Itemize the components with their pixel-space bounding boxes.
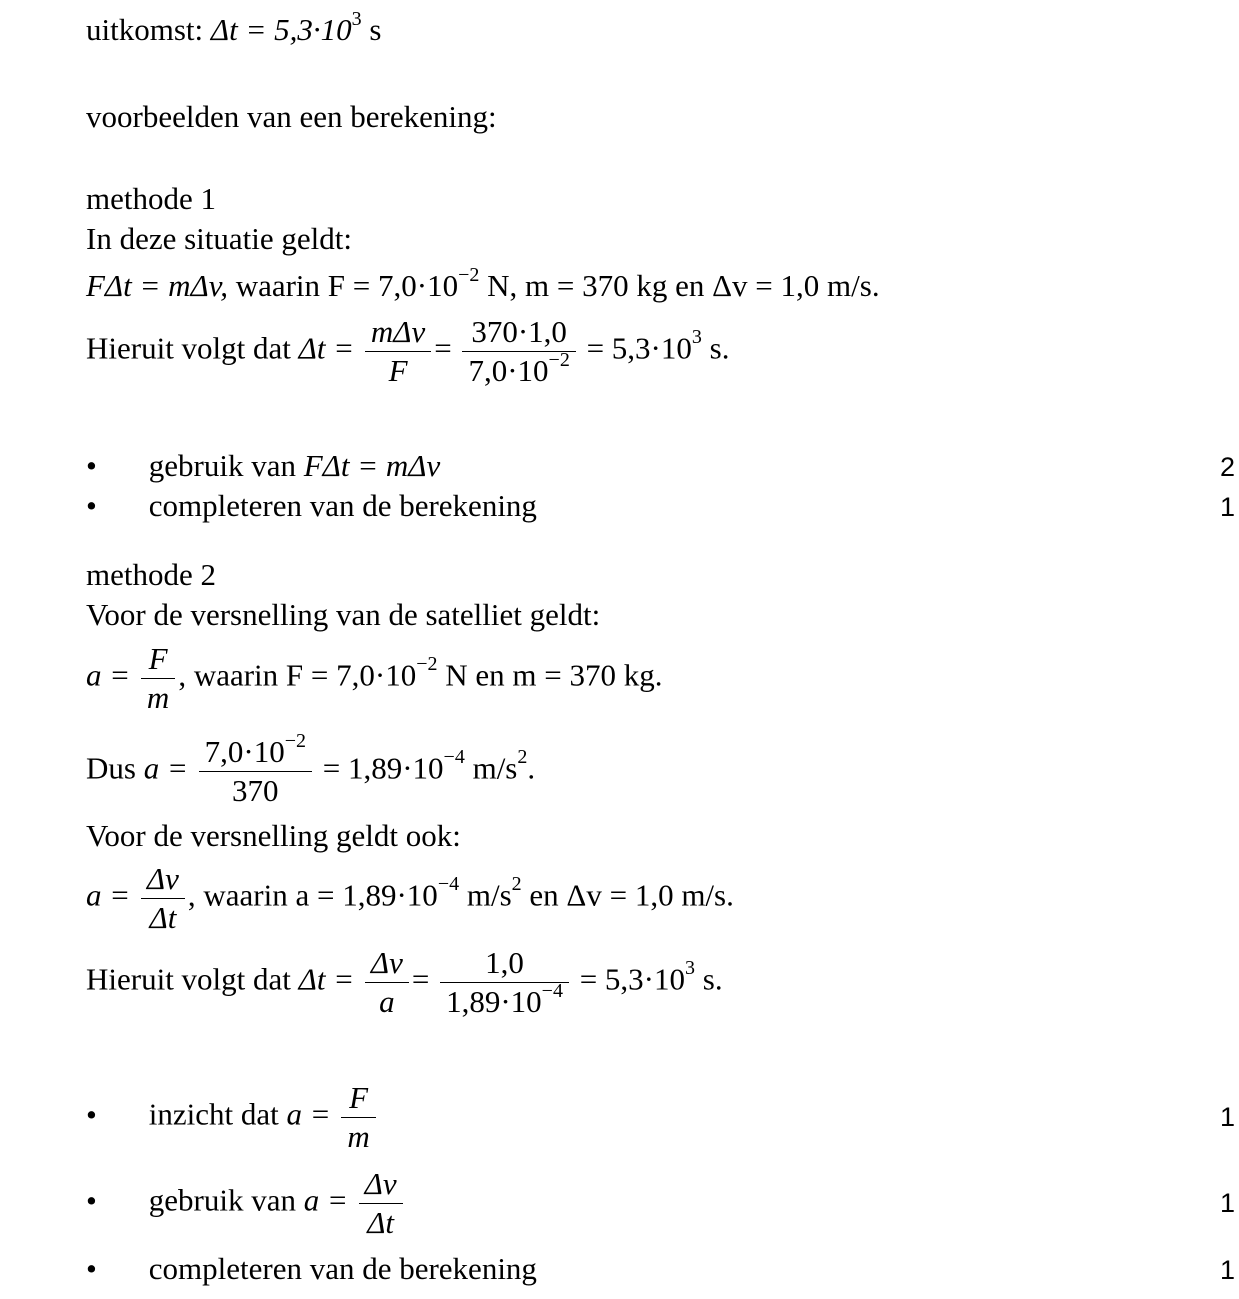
criterion-fraction — [341, 1079, 375, 1156]
criterion-text: gebruik van — [148, 1182, 296, 1218]
dus-label: Dus — [86, 750, 136, 786]
fraction-numerator: Δv — [359, 1165, 403, 1204]
bullet-icon: • — [86, 1182, 97, 1218]
method1-intro: In deze situatie geldt: — [86, 221, 352, 256]
fraction-denominator: Δt — [149, 900, 177, 935]
bullet-icon: • — [86, 488, 97, 523]
fraction-numerator: 1,0 — [440, 944, 569, 983]
method1-given-exponent: −2 — [458, 263, 480, 286]
fraction-denominator: F — [388, 353, 408, 388]
method2-dus: Dus a = $\frac{7,0\cdot 10^{-2}}{370}$ = $1,89\cdot 10^{-4}$ $m/s^2$. — [86, 729, 536, 808]
method2-result-exponent: 3 — [685, 957, 696, 980]
dus-unit-exponent: 2 — [517, 746, 528, 769]
list-item — [86, 1079, 379, 1156]
fraction-denominator: m — [347, 1119, 370, 1154]
dus-lhs: a = — [143, 750, 188, 786]
method2-fraction-symbolic — [365, 944, 409, 1021]
score: 2 — [1219, 452, 1235, 482]
fraction-denominator: 370 — [232, 773, 279, 808]
fraction-denominator: m — [146, 680, 170, 715]
eq2-unit-exponent: 2 — [511, 873, 522, 896]
method1-result-unit: s. — [709, 330, 730, 366]
fraction-denominator: Δt — [367, 1205, 395, 1240]
method2-title: methode 2 — [86, 557, 216, 592]
list-item — [86, 488, 537, 524]
fraction-numerator: Δv — [365, 944, 409, 983]
method1-formula: FΔt = mΔv, — [86, 268, 228, 303]
criterion-text: completeren van de berekening — [148, 1251, 537, 1286]
eq2-lhs: a = — [86, 877, 131, 913]
eq1-lhs: a = — [86, 657, 131, 693]
method2-derive-lhs: Δt = — [298, 961, 355, 997]
fraction-denominator: $7,0\cdot 10^{-2}$ — [468, 348, 570, 388]
criterion-text: completeren van de berekening — [148, 488, 537, 523]
method2-eq2: a = $\frac{\Delta v}{\Delta t}$ , waarin $a = 1,89\cdot 10^{-4}$ $m/s^2$ en Δv = 1,0 m/s. — [86, 861, 734, 935]
method1-derive-lhs: Δt = — [298, 330, 355, 366]
method2-also: Voor de versnelling geldt ook: — [86, 818, 461, 853]
method1-fraction-numeric — [462, 313, 575, 390]
eq1-fraction — [141, 640, 175, 717]
dus-result: = 1,89·10 — [322, 750, 444, 786]
fraction-numerator: $7,0\cdot 10^{-2}$ — [199, 733, 312, 772]
score: 1 — [1219, 492, 1235, 522]
criterion-fraction — [359, 1165, 403, 1242]
result-line — [86, 7, 382, 48]
eq1-given-exponent: −2 — [416, 653, 438, 676]
list-item — [86, 1251, 537, 1287]
method1-fraction-symbolic — [365, 313, 431, 390]
fraction-numerator: mΔv — [365, 313, 431, 352]
fraction-numerator: F — [141, 640, 175, 679]
list-item — [86, 448, 440, 484]
bullet-icon: • — [86, 1096, 97, 1132]
fraction-numerator: Δv — [141, 860, 185, 899]
eq2-unit: m/s — [466, 877, 512, 913]
dus-unit: m/s — [472, 750, 518, 786]
criterion-lhs: a = — [286, 1096, 331, 1132]
criterion-formula: FΔt = mΔv — [303, 448, 441, 483]
result-unit: s — [369, 12, 382, 47]
dus-result-exponent: −4 — [443, 746, 465, 769]
criterion-lhs: a = — [303, 1182, 348, 1218]
method1-result: = 5,3·10 — [586, 330, 692, 366]
eq2-rest: en Δv = 1,0 m/s. — [529, 877, 734, 913]
bullet-icon: • — [86, 1251, 97, 1286]
eq1-given: waarin F = 7,0·10 — [193, 657, 417, 693]
method2-intro: Voor de versnelling van de satelliet geldt: — [86, 597, 601, 632]
method2-fraction-numeric — [440, 944, 569, 1021]
criterion-text: gebruik van — [148, 448, 296, 483]
criterion-text: inzicht dat — [148, 1096, 279, 1132]
eq2-given-exponent: −4 — [437, 873, 460, 896]
result-value: Δt = 5,3·10 — [210, 12, 352, 47]
method2-result: = 5,3·10 — [579, 961, 686, 997]
eq2-given: waarin a = 1,89·10 — [203, 877, 438, 913]
list-item — [86, 1165, 406, 1242]
method1-result-exponent: 3 — [691, 326, 702, 349]
method1-derivation: Hieruit volgt dat Δt = $\frac{\text{mΔv}}{F}$ = $\frac{370\cdot 1,0}{7,0\cdot 10^{-2}}$ = $5,3\cdot 10^3$ s. — [86, 314, 730, 388]
examples-intro: voorbeelden van een berekening: — [86, 99, 497, 134]
method1-given-rest: N, m = 370 kg en Δv = 1,0 m/s. — [487, 268, 880, 303]
method1-given: waarin F = 7,0·10 — [235, 268, 459, 303]
fraction-numerator: 370·1,0 — [462, 313, 575, 352]
method1-formula-line — [86, 263, 880, 304]
score: 1 — [1219, 1102, 1235, 1132]
bullet-icon: • — [86, 448, 97, 483]
result-label: uitkomst: — [86, 12, 204, 47]
score: 1 — [1219, 1255, 1235, 1285]
method2-result-unit: s. — [702, 961, 723, 997]
fraction-denominator: $1,89\cdot 10^{-4}$ — [446, 979, 563, 1019]
fraction-numerator: F — [341, 1079, 375, 1118]
method1-derive-label: Hieruit volgt dat — [86, 330, 291, 366]
method1-title: methode 1 — [86, 181, 216, 216]
score: 1 — [1219, 1188, 1235, 1218]
method2-derive-label: Hieruit volgt dat — [86, 961, 291, 997]
method2-eq1: a = $\frac{F}{m}$ , waarin $F = 7,0\cdot 10^{-2}$ N en m = 370 kg. — [86, 641, 663, 715]
eq1-given-rest: N en m = 370 kg. — [445, 657, 663, 693]
fraction-denominator: a — [379, 984, 395, 1019]
method2-derivation: Hieruit volgt dat Δt = $\frac{\Delta v}{a}$ = $\frac{1,0}{1,89\cdot 10^{-4}}$ = $5,3\cdot 10^3$ s. — [86, 945, 723, 1019]
dus-fraction — [199, 729, 312, 810]
result-exponent: 3 — [351, 7, 362, 30]
eq2-fraction — [141, 860, 185, 937]
